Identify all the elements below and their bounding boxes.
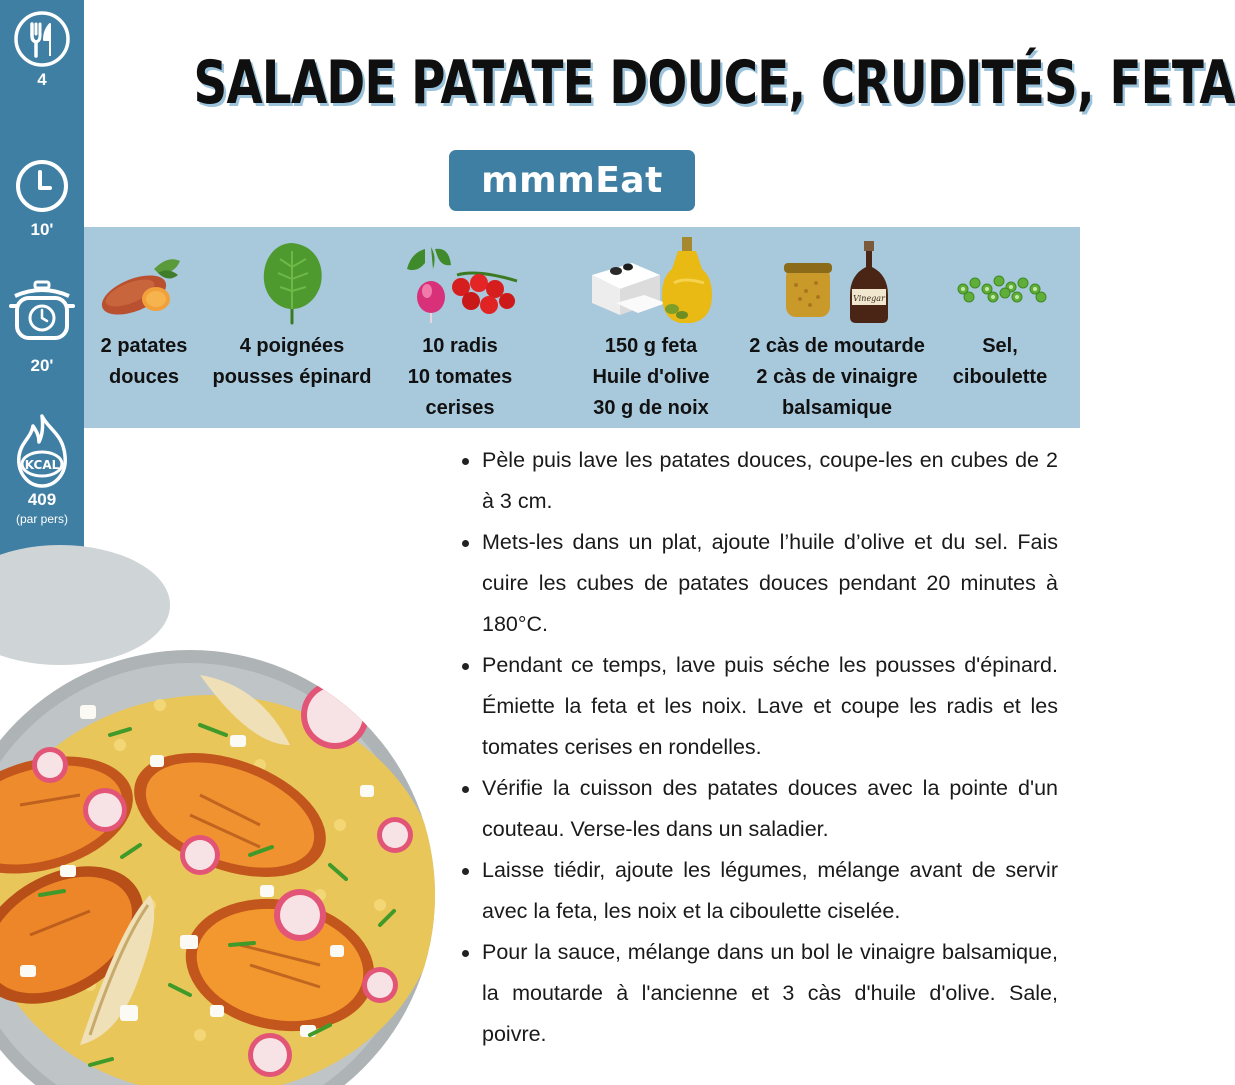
ingredient-line: 2 càs de vinaigre — [756, 366, 918, 388]
recipe-steps — [458, 440, 1058, 1055]
cook-time-value: 20' — [30, 356, 54, 375]
servings-info — [0, 10, 84, 90]
ingredient-line: Huile d'olive — [592, 366, 710, 388]
ingredient-feta-oil-nuts — [576, 227, 726, 428]
ingredient-spinach — [202, 227, 382, 428]
ingredient-line: 10 radis — [422, 335, 498, 357]
ingredient-mustard-vinegar — [734, 227, 940, 428]
cook-time-info — [0, 280, 84, 376]
prep-time-info — [0, 158, 84, 240]
recipe-step: Pendant ce temps, lave puis séche les pousses d'épinard. Émiette la feta et les noix. Lave et coupe les radis et les tomates cerises en rondelles. — [458, 645, 1058, 768]
flame-kcal-icon — [9, 412, 75, 490]
recipe-step: Mets-les dans un plat, ajoute l’huile d’olive et du sel. Fais cuire les cubes de patates douces pendant 20 minutes à 180°C. — [458, 522, 1058, 645]
chives-icon — [945, 243, 1055, 323]
ingredient-line: Sel, — [982, 335, 1018, 357]
ingredient-line: pousses épinard — [212, 366, 372, 388]
cooking-pot-icon — [9, 280, 75, 342]
calories-value: 409 — [27, 490, 57, 509]
sweet-potato-icon — [94, 247, 194, 327]
info-sidebar — [0, 0, 84, 600]
mustard-vinegar-icon — [772, 233, 902, 333]
dish-photo — [0, 565, 430, 1080]
calories-unit: (par pers) — [15, 512, 68, 526]
brand-logo: mmmEat — [449, 150, 695, 211]
ingredient-line: 4 poignées — [239, 335, 345, 357]
spinach-leaf-icon — [252, 237, 332, 327]
ingredient-line: 2 patates — [100, 335, 188, 357]
recipe-step: Laisse tiédir, ajoute les légumes, mélange avant de servir avec la feta, les noix et la ciboulette ciselée. — [458, 850, 1058, 932]
vinegar-label: Vinegar — [853, 294, 885, 303]
ingredient-line: 2 càs de moutarde — [749, 335, 925, 357]
calories-info — [0, 412, 84, 526]
ingredient-line: balsamique — [781, 397, 893, 419]
ingredient-line: 10 tomates — [407, 366, 513, 388]
servings-value: 4 — [37, 70, 47, 89]
recipe-step: Pèle puis lave les patates douces, coupe-les en cubes de 2 à 3 cm. — [458, 440, 1058, 522]
ingredient-radish-tomato — [384, 227, 536, 428]
radish-tomato-icon — [395, 239, 525, 329]
kcal-badge: KCAL — [24, 458, 60, 472]
ingredient-line: cerises — [425, 397, 495, 419]
salad-plate-image — [0, 565, 430, 1080]
recipe-title: SALADE PATATE DOUCE, CRUDITÉS, FETA — [193, 48, 1235, 118]
recipe-step: Vérifie la cuisson des patates douces avec la pointe d'un couteau. Verse-les dans un saladier. — [458, 768, 1058, 850]
ingredient-line: ciboulette — [952, 366, 1048, 388]
ingredients-band — [84, 227, 1080, 428]
fork-knife-icon — [13, 10, 71, 68]
feta-olive-oil-icon — [586, 233, 716, 333]
clock-icon — [14, 158, 70, 214]
ingredient-salt-chives — [940, 227, 1060, 428]
prep-time-value: 10' — [30, 220, 54, 239]
ingredient-sweet-potato — [84, 227, 204, 428]
ingredient-line: 150 g feta — [604, 335, 698, 357]
ingredient-line: 30 g de noix — [593, 397, 709, 419]
ingredient-line: douces — [108, 366, 180, 388]
recipe-step: Pour la sauce, mélange dans un bol le vinaigre balsamique, la moutarde à l'ancienne et 3 càs d'huile d'olive. Sale, poivre. — [458, 932, 1058, 1055]
